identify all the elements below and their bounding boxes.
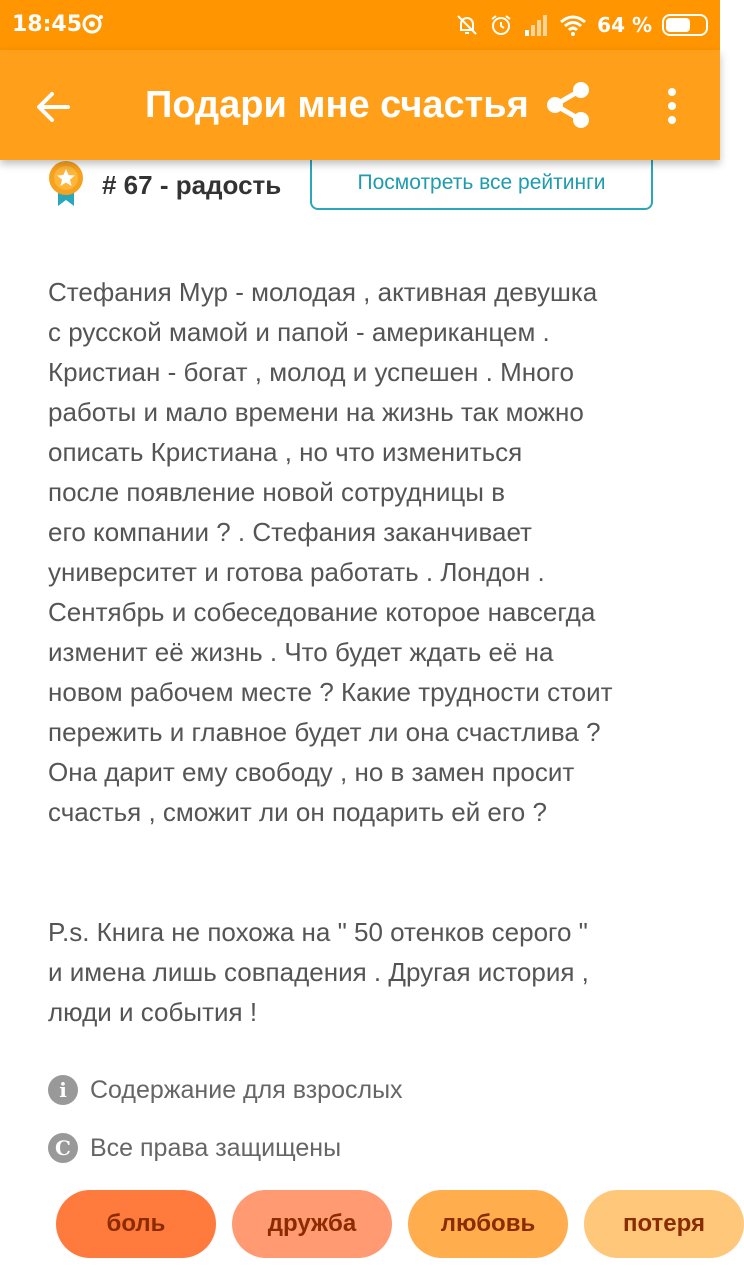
- copyright-icon: C: [48, 1133, 78, 1163]
- status-bar: [0, 0, 720, 50]
- medal-icon: [48, 160, 84, 208]
- description-line: Она дарит ему свободу , но в замен просит: [48, 757, 575, 787]
- info-icon: i: [48, 1075, 78, 1105]
- postscript-line: и имена лишь совпадения . Другая история ,: [48, 957, 589, 987]
- description-line: пережить и главное будет ли она счастлива ?: [48, 717, 601, 747]
- more-vert-icon[interactable]: [660, 86, 684, 126]
- battery-icon: [662, 14, 708, 36]
- story-description: [48, 272, 678, 832]
- rank-row: [48, 160, 668, 220]
- tag-list: [56, 1190, 705, 1260]
- description-line: счастья , сможит ли он подарить ей его ?: [48, 797, 547, 827]
- status-time: 18:45: [12, 12, 83, 37]
- view-all-ratings-button[interactable]: Посмотреть все рейтинги: [310, 160, 653, 210]
- tag-chip[interactable]: потеря: [584, 1190, 744, 1258]
- signal-icon: [523, 14, 549, 36]
- battery-level: [666, 18, 690, 32]
- mature-content-row: [48, 1072, 403, 1108]
- description-line: университет и готова работать . Лондон .: [48, 557, 545, 587]
- story-postscript: [48, 912, 678, 1032]
- description-line: новом рабочем месте ? Какие трудности стоит: [48, 677, 613, 707]
- share-icon[interactable]: [543, 80, 593, 130]
- status-icons: [455, 10, 708, 40]
- description-line: Кристиан - богат , молод и успешен . Много: [48, 357, 574, 387]
- app-bar: [0, 50, 720, 160]
- tag-chip[interactable]: любовь: [408, 1190, 568, 1258]
- notification-icon: [82, 13, 104, 35]
- copyright-row: [48, 1130, 341, 1166]
- mature-content-label: Содержание для взрослых: [90, 1075, 403, 1104]
- wifi-icon: [559, 14, 587, 36]
- tag-chip[interactable]: боль: [56, 1190, 216, 1258]
- description-line: с русской мамой и папой - американцем .: [48, 317, 550, 347]
- battery-percent: 64 %: [597, 13, 652, 37]
- description-line: Сентябрь и собеседование которое навсегда: [48, 597, 596, 627]
- postscript-line: люди и события !: [48, 997, 258, 1027]
- description-line: описать Кристиана , но что измениться: [48, 437, 523, 467]
- description-line: работы и мало времени на жизнь так можно: [48, 397, 584, 427]
- arrow-back-icon[interactable]: [34, 87, 74, 127]
- description-line: изменит её жизнь . Что будет ждать её на: [48, 637, 554, 667]
- page-title: Подари мне счастья: [145, 84, 529, 126]
- copyright-label: Все права защищены: [90, 1133, 342, 1162]
- tag-chip[interactable]: дружба: [232, 1190, 392, 1258]
- postscript-line: P.s. Книга не похожа на " 50 отенков серого ": [48, 917, 588, 947]
- alarm-icon: [489, 13, 513, 37]
- rank-label: # 67 - радость: [102, 170, 282, 200]
- bell-off-icon: [455, 13, 479, 37]
- description-line: его компании ? . Стефания заканчивает: [48, 517, 532, 547]
- description-line: Стефания Мур - молодая , активная девушка: [48, 277, 598, 307]
- description-line: после появление новой сотрудницы в: [48, 477, 506, 507]
